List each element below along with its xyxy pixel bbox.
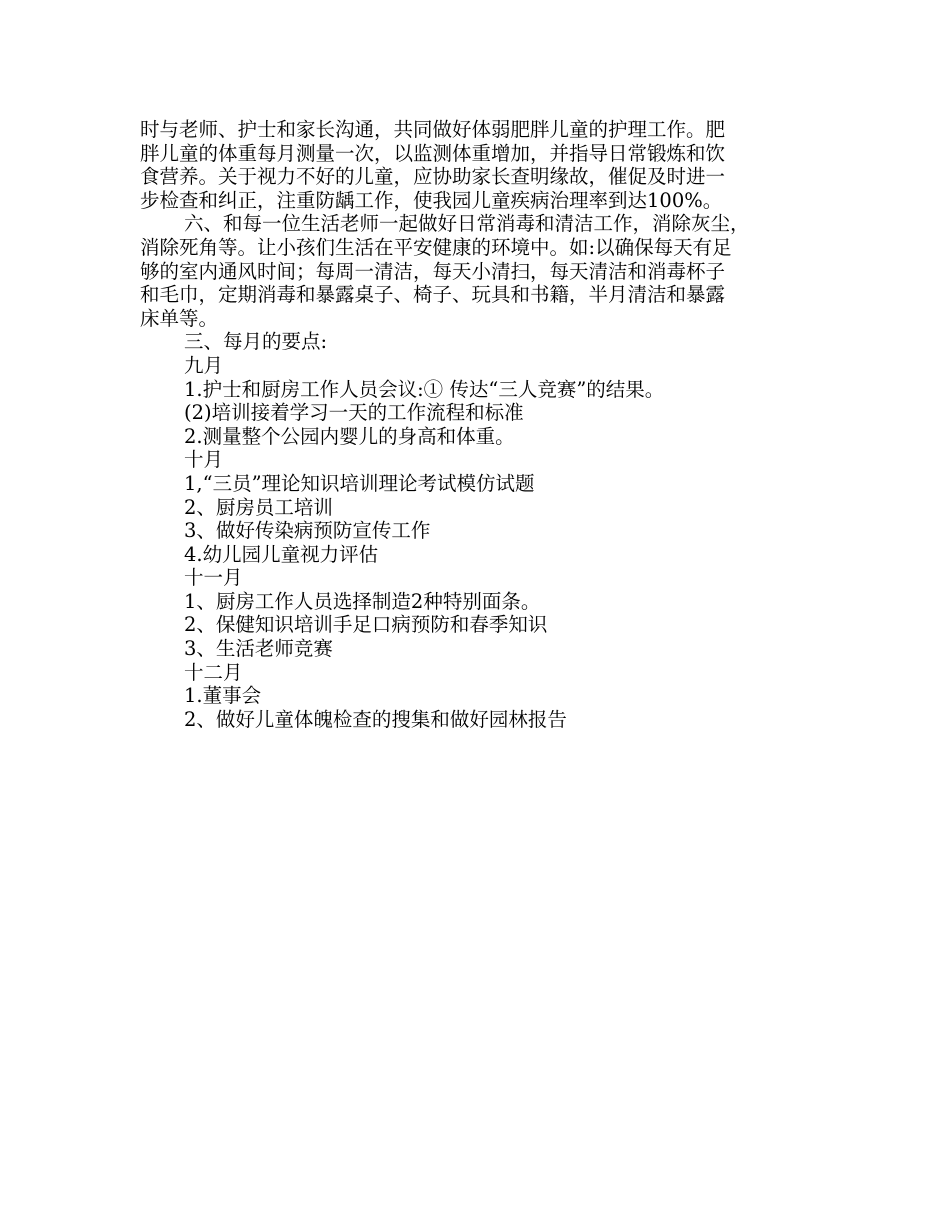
text-line: 步检查和纠正，注重防龋工作，使我园儿童疾病治理率到达100%。 xyxy=(140,188,723,212)
list-item: 1,“三员”理论知识培训理论考试模仿试题 xyxy=(184,471,535,495)
text-line: 消除死角等。让小孩们生活在平安健康的环境中。如:以确保每天有足 xyxy=(140,235,732,259)
paragraph-disinfection xyxy=(140,212,828,330)
month-section-september xyxy=(140,354,828,448)
paragraph-health-care xyxy=(140,118,828,212)
month-section-november xyxy=(140,566,828,660)
text-line: 胖儿童的体重每月测量一次，以监测体重增加，并指导日常锻炼和饮 xyxy=(140,141,726,165)
text-line: 和毛巾，定期消毒和暴露桌子、椅子、玩具和书籍，半月清洁和暴露 xyxy=(140,283,726,307)
text-line: 时与老师、护士和家长沟通，共同做好体弱肥胖儿童的护理工作。肥 xyxy=(140,118,726,141)
list-item: 2、厨房员工培训 xyxy=(184,495,333,519)
month-section-october xyxy=(140,448,828,566)
month-heading: 十一月 xyxy=(184,566,243,590)
month-heading: 十月 xyxy=(184,448,224,472)
list-item: 3、生活老师竞赛 xyxy=(184,637,333,661)
month-heading: 九月 xyxy=(184,353,224,377)
document-body xyxy=(140,118,828,731)
list-item: 2.测量整个公园内婴儿的身高和体重。 xyxy=(184,424,515,448)
list-item: 2、保健知识培训手足口病预防和春季知识 xyxy=(184,613,548,637)
list-item: 1.护士和厨房工作人员会议:① 传达“三人竞赛”的结果。 xyxy=(184,377,665,401)
text-line: 够的室内通风时间；每周一清洁，每天小清扫，每天清洁和消毒杯子 xyxy=(140,259,726,283)
list-item: 1、厨房工作人员选择制造2种特别面条。 xyxy=(184,589,541,613)
list-item: 2、做好儿童体魄检查的搜集和做好园林报告 xyxy=(184,707,567,731)
text-line: 六、和每一位生活老师一起做好日常消毒和清洁工作，消除灰尘， xyxy=(184,212,750,236)
list-item: 3、做好传染病预防宣传工作 xyxy=(184,519,431,543)
month-section-december xyxy=(140,661,828,732)
list-item: 4.幼儿园儿童视力评估 xyxy=(184,542,379,566)
month-heading: 十二月 xyxy=(184,660,243,684)
text-line: 食营养。关于视力不好的儿童，应协助家长查明缘故，催促及时进一 xyxy=(140,165,726,189)
list-item: (2)培训接着学习一天的工作流程和标准 xyxy=(184,401,524,425)
section-heading: 三、每月的要点: xyxy=(184,330,328,354)
list-item: 1.董事会 xyxy=(184,684,262,708)
text-line: 床单等。 xyxy=(140,306,219,330)
